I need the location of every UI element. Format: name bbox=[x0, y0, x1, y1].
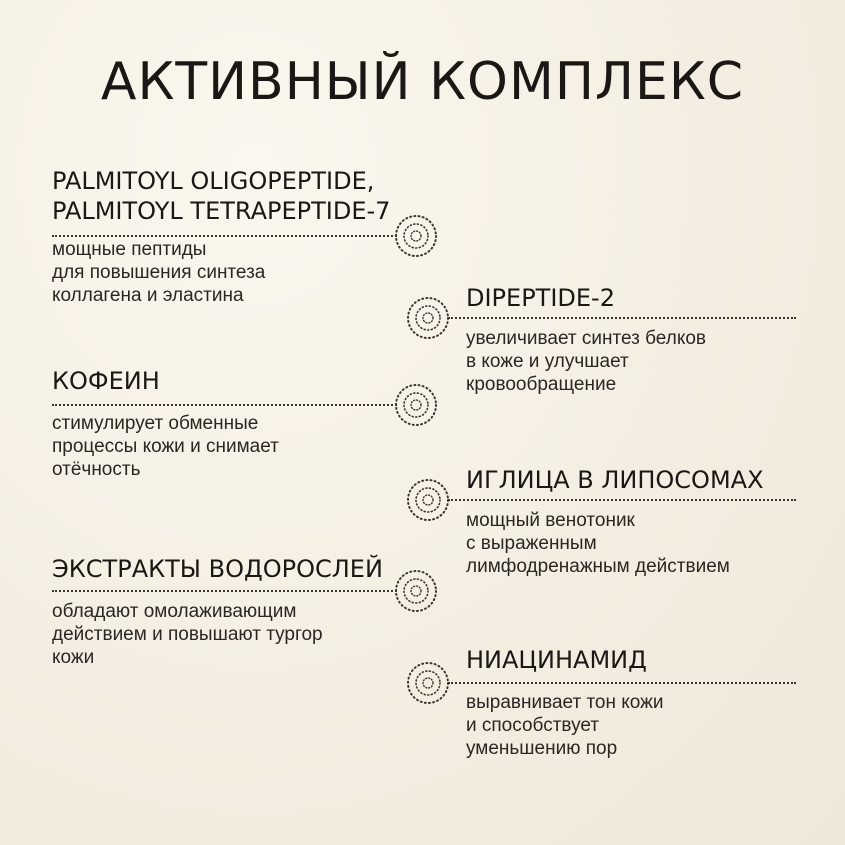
ingredient-heading: ЭКСТРАКТЫ ВОДОРОСЛЕЙ bbox=[52, 555, 383, 583]
ingredient-niacinamide bbox=[466, 645, 663, 760]
divider-line bbox=[52, 235, 397, 237]
ingredient-description: мощные пептиды для повышения синтеза коллагена и эластина bbox=[52, 239, 266, 306]
ingredient-description: обладают омолаживающим действием и повышают тургор кожи bbox=[52, 601, 323, 668]
concentric-dotted-circles-icon bbox=[406, 478, 450, 522]
concentric-dotted-circles-icon bbox=[406, 296, 450, 340]
ingredient-caffeine bbox=[52, 366, 279, 481]
ingredient-heading: ИГЛИЦА В ЛИПОСОМАХ bbox=[466, 466, 764, 494]
ingredient-algae bbox=[52, 554, 383, 669]
concentric-dotted-circles-icon bbox=[394, 383, 438, 427]
ingredient-description: мощный венотоник с выраженным лимфодренажным действием bbox=[466, 510, 730, 577]
concentric-dotted-circles-icon bbox=[406, 661, 450, 705]
ingredient-heading: НИАЦИНАМИД bbox=[466, 646, 647, 674]
ingredient-heading: КОФЕИН bbox=[52, 367, 160, 395]
ingredient-heading: PALMITOYL OLIGOPEPTIDE, PALMITOYL TETRAPEPTIDE-7 bbox=[52, 167, 391, 225]
concentric-dotted-circles-icon bbox=[394, 214, 438, 258]
concentric-dotted-circles-icon bbox=[394, 569, 438, 613]
ingredient-description: выравнивает тон кожи и способствует уменьшению пор bbox=[466, 692, 664, 759]
ingredient-ruscus bbox=[466, 465, 764, 578]
divider-line bbox=[52, 590, 397, 592]
ingredient-description: стимулирует обменные процессы кожи и снимает отёчность bbox=[52, 413, 279, 480]
page-title: АКТИВНЫЙ КОМПЛЕКС bbox=[100, 52, 745, 112]
divider-line bbox=[52, 404, 397, 406]
ingredient-description: увеличивает синтез белков в коже и улучшает кровообращение bbox=[466, 328, 707, 395]
ingredient-dipeptide bbox=[466, 283, 706, 396]
ingredient-heading: DIPEPTIDE-2 bbox=[466, 284, 615, 312]
